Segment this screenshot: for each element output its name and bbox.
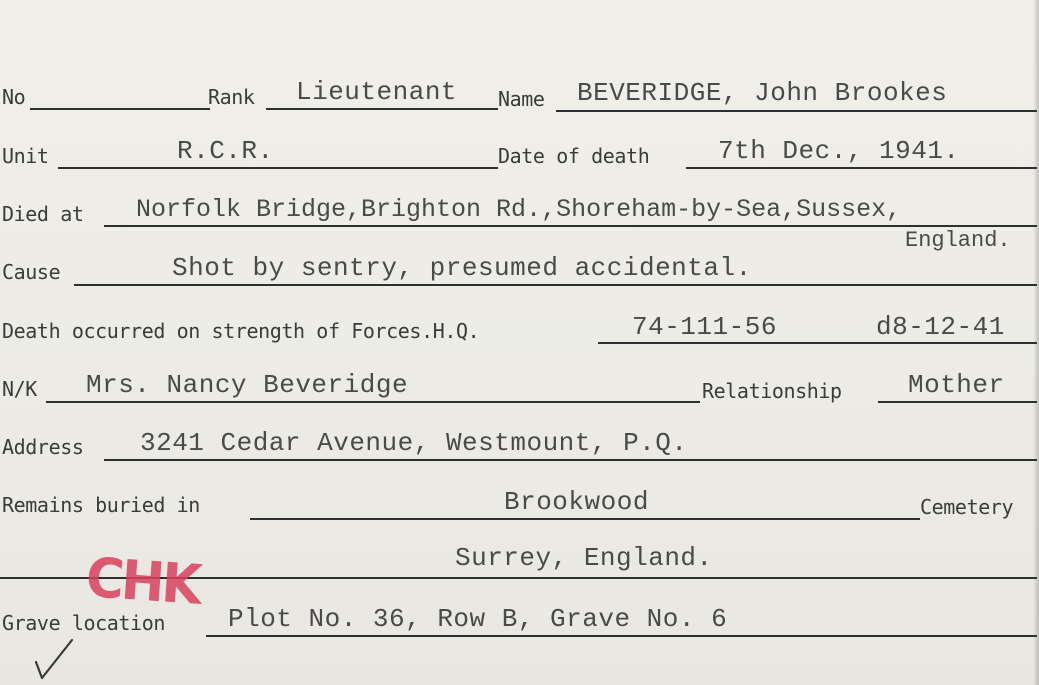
- label-rank: Rank: [208, 85, 255, 109]
- value-cemetery: Brookwood: [504, 487, 649, 517]
- line-relationship: [878, 401, 1037, 403]
- value-died-at-continued: England.: [905, 228, 1011, 253]
- line-address: [104, 459, 1037, 461]
- line-died-at: [104, 225, 1037, 227]
- label-address: Address: [2, 435, 84, 459]
- value-cause: Shot by sentry, presumed accidental.: [172, 253, 752, 283]
- value-forces-hq: 74-111-56: [632, 312, 777, 342]
- line-name: [556, 110, 1037, 112]
- line-unit: [58, 167, 498, 169]
- value-relationship: Mother: [908, 370, 1005, 400]
- label-no: No: [2, 85, 26, 109]
- value-address: 3241 Cedar Avenue, Westmount, P.Q.: [140, 428, 688, 458]
- value-name: BEVERIDGE, John Brookes: [577, 78, 948, 108]
- line-cause: [74, 284, 1037, 286]
- value-burial-place: Surrey, England.: [455, 543, 713, 573]
- line-no: [30, 108, 210, 110]
- label-date-of-death: Date of death: [498, 144, 650, 168]
- chk-stamp: CHK: [83, 546, 202, 618]
- line-date-of-death: [686, 167, 1037, 169]
- value-nk: Mrs. Nancy Beveridge: [86, 370, 409, 400]
- label-died-at: Died at: [2, 202, 84, 226]
- label-nk: N/K: [2, 377, 37, 401]
- label-cemetery: Cemetery: [920, 495, 1014, 519]
- label-unit: Unit: [2, 144, 49, 168]
- line-nk: [46, 401, 700, 403]
- value-date-of-death: 7th Dec., 1941.: [718, 136, 960, 166]
- label-death-occurred: Death occurred on strength of Forces.H.Q.: [2, 319, 480, 343]
- value-forces-hq-date: d8-12-41: [876, 312, 1005, 342]
- line-grave-location: [206, 635, 1037, 637]
- value-died-at: Norfolk Bridge,Brighton Rd.,Shoreham-by-Sea,Sussex,: [136, 195, 902, 224]
- checkmark-icon: [32, 636, 76, 682]
- line-forces-hq: [598, 342, 1037, 344]
- value-unit: R.C.R.: [177, 136, 274, 166]
- label-grave-location: Grave location: [2, 611, 165, 635]
- value-grave-location: Plot No. 36, Row B, Grave No. 6: [228, 604, 728, 634]
- label-cause: Cause: [2, 260, 61, 284]
- label-name: Name: [498, 87, 545, 111]
- line-remains-buried-in: [250, 518, 920, 520]
- label-remains-buried-in: Remains buried in: [2, 493, 200, 517]
- line-rank: [266, 108, 498, 110]
- value-rank: Lieutenant: [296, 77, 458, 107]
- label-relationship: Relationship: [702, 379, 842, 403]
